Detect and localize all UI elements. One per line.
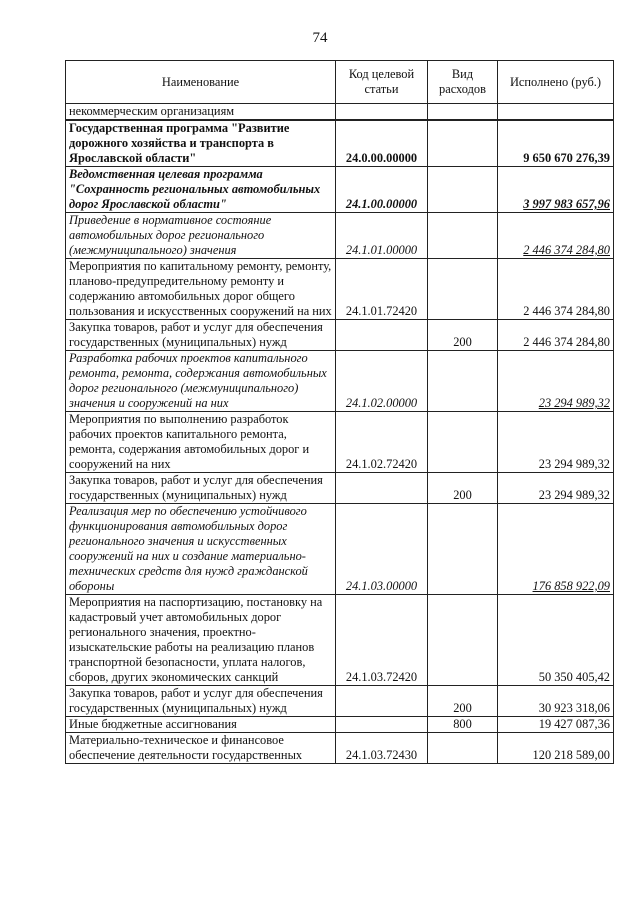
row-name: Закупка товаров, работ и услуг для обеспечения государственных (муниципальных) нужд	[66, 686, 336, 717]
row-type	[428, 259, 498, 320]
row-type: 800	[428, 717, 498, 733]
table-row	[66, 259, 614, 320]
row-sum: 176 858 922,09	[498, 504, 614, 595]
table-header-row	[66, 61, 614, 104]
table-row	[66, 733, 614, 764]
row-sum: 3 997 983 657,96	[498, 167, 614, 213]
row-type: 200	[428, 686, 498, 717]
row-code: 24.1.02.72420	[336, 412, 428, 473]
row-type	[428, 733, 498, 764]
row-sum: 9 650 670 276,39	[498, 120, 614, 167]
header-name: Наименование	[66, 61, 336, 104]
row-type: 200	[428, 473, 498, 504]
row-name: Реализация мер по обеспечению устойчивого функционирования автомобильных дорог регионального значения и искусственных сооружений на них и создание материально-технических средств для нужд гражданской обороны	[66, 504, 336, 595]
header-sum: Исполнено (руб.)	[498, 61, 614, 104]
table-body	[66, 104, 614, 764]
row-code	[336, 320, 428, 351]
row-sum: 2 446 374 284,80	[498, 213, 614, 259]
row-name: Мероприятия по выполнению разработок рабочих проектов капитального ремонта, ремонта, содержания автомобильных дорог и сооружений на них	[66, 412, 336, 473]
row-type	[428, 595, 498, 686]
row-type	[428, 213, 498, 259]
row-type	[428, 120, 498, 167]
row-name: некоммерческим организациям	[66, 104, 336, 121]
table-row	[66, 213, 614, 259]
budget-table	[65, 60, 614, 764]
row-sum: 120 218 589,00	[498, 733, 614, 764]
page-number: 74	[312, 30, 328, 46]
table-row	[66, 504, 614, 595]
row-name: Приведение в нормативное состояние автомобильных дорог регионального (межмуниципального) значения	[66, 213, 336, 259]
header-type: Вид расходов	[428, 61, 498, 104]
row-code: 24.1.03.00000	[336, 504, 428, 595]
row-type	[428, 104, 498, 121]
row-sum: 2 446 374 284,80	[498, 259, 614, 320]
table-row	[66, 104, 614, 121]
row-name: Мероприятия на паспортизацию, постановку на кадастровый учет автомобильных дорог регионального значения, проектно-изыскательские работы на реализацию планов транспортной безопасности, уплата налогов, сборов, других экономических санкций	[66, 595, 336, 686]
table-row	[66, 717, 614, 733]
header-code: Код целевой статьи	[336, 61, 428, 104]
row-code: 24.1.01.72420	[336, 259, 428, 320]
table-row	[66, 686, 614, 717]
row-code	[336, 686, 428, 717]
row-type	[428, 167, 498, 213]
row-sum: 30 923 318,06	[498, 686, 614, 717]
row-code	[336, 104, 428, 121]
row-code: 24.1.00.00000	[336, 167, 428, 213]
row-code	[336, 717, 428, 733]
row-code: 24.1.02.00000	[336, 351, 428, 412]
row-name: Закупка товаров, работ и услуг для обеспечения государственных (муниципальных) нужд	[66, 320, 336, 351]
table-row	[66, 595, 614, 686]
row-sum: 2 446 374 284,80	[498, 320, 614, 351]
row-type	[428, 412, 498, 473]
row-code	[336, 473, 428, 504]
row-name: Иные бюджетные ассигнования	[66, 717, 336, 733]
row-sum: 23 294 989,32	[498, 351, 614, 412]
row-name: Ведомственная целевая программа "Сохранность региональных автомобильных дорог Ярославской области"	[66, 167, 336, 213]
row-sum: 50 350 405,42	[498, 595, 614, 686]
row-sum: 23 294 989,32	[498, 412, 614, 473]
row-sum: 19 427 087,36	[498, 717, 614, 733]
row-sum	[498, 104, 614, 121]
row-type	[428, 504, 498, 595]
table-row	[66, 473, 614, 504]
row-name: Материально-техническое и финансовое обеспечение деятельности государственных	[66, 733, 336, 764]
row-name: Закупка товаров, работ и услуг для обеспечения государственных (муниципальных) нужд	[66, 473, 336, 504]
table-row	[66, 320, 614, 351]
table-row	[66, 351, 614, 412]
table-row	[66, 167, 614, 213]
table-row	[66, 412, 614, 473]
row-name: Мероприятия по капитальному ремонту, ремонту, планово-предупредительному ремонту и содержанию автомобильных дорог общего пользования и искусственных сооружений на них	[66, 259, 336, 320]
table-row	[66, 120, 614, 167]
row-name: Государственная программа "Развитие дорожного хозяйства и транспорта в Ярославской области"	[66, 120, 336, 167]
row-type	[428, 351, 498, 412]
row-code: 24.1.03.72430	[336, 733, 428, 764]
row-code: 24.1.03.72420	[336, 595, 428, 686]
row-code: 24.0.00.00000	[336, 120, 428, 167]
row-type: 200	[428, 320, 498, 351]
row-sum: 23 294 989,32	[498, 473, 614, 504]
row-code: 24.1.01.00000	[336, 213, 428, 259]
row-name: Разработка рабочих проектов капитального ремонта, ремонта, содержания автомобильных дорог регионального (межмуниципального) значения и сооружений на них	[66, 351, 336, 412]
